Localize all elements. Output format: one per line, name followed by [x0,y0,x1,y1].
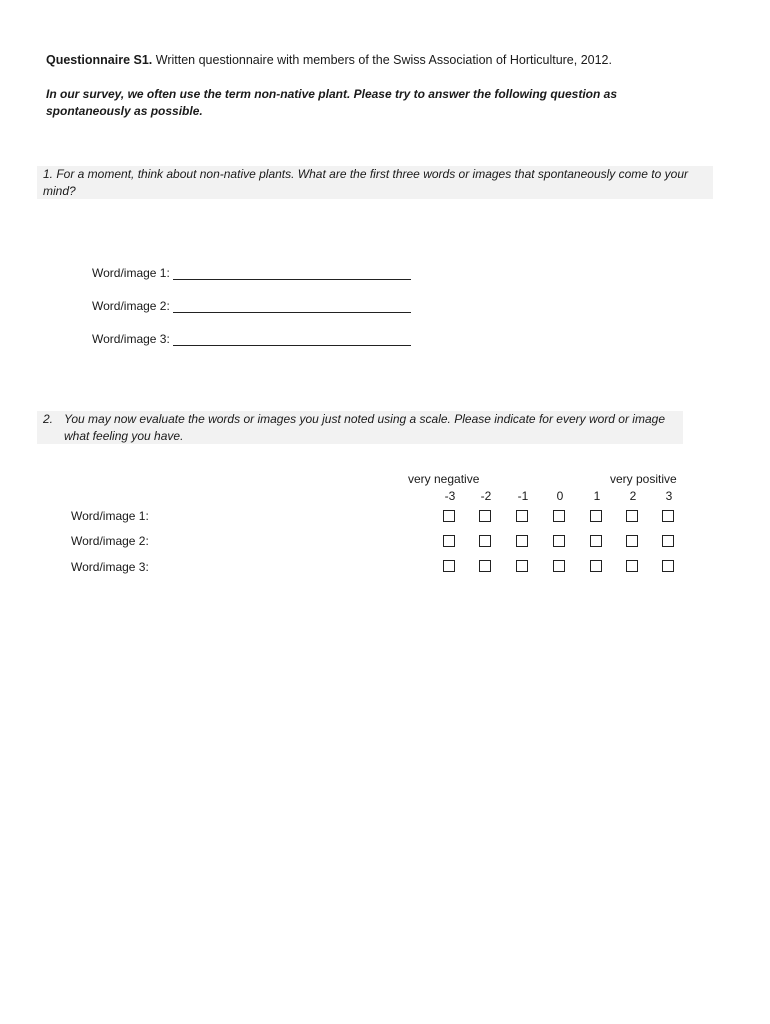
intro-text: In our survey, we often use the term non-native plant. Please try to answer the following question as spontaneously as possible. [46,87,617,118]
word-field-1-input[interactable] [173,266,411,280]
question-2-box [37,411,683,444]
scale-tick: 0 [556,489,564,503]
rating-checkbox[interactable] [516,535,528,547]
rating-checkbox[interactable] [516,510,528,522]
rating-checkbox[interactable] [553,535,565,547]
title-bold: Questionnaire S1. [46,53,153,67]
rating-checkbox[interactable] [662,560,674,572]
scale-tick: 2 [629,489,637,503]
rating-checkbox[interactable] [590,560,602,572]
word-field-2-label: Word/image 2: [92,299,170,313]
document-title [46,53,612,67]
word-field-3-input[interactable] [173,332,411,346]
rating-checkbox[interactable] [662,535,674,547]
rating-row-2-label: Word/image 2: [71,534,149,548]
scale-tick: -1 [517,489,529,503]
rating-checkbox[interactable] [626,560,638,572]
rating-checkbox[interactable] [626,510,638,522]
rating-row-1-label: Word/image 1: [71,509,149,523]
rating-checkbox[interactable] [662,510,674,522]
rating-checkbox[interactable] [553,560,565,572]
rating-checkbox[interactable] [479,510,491,522]
word-field-1-label: Word/image 1: [92,266,170,280]
rating-checkbox[interactable] [626,535,638,547]
question-2-text: You may now evaluate the words or images you just noted using a scale. Please indicate for every word or image what feeling you have. [64,412,665,443]
scale-tick: 1 [593,489,601,503]
rating-checkbox[interactable] [443,510,455,522]
rating-checkbox[interactable] [590,535,602,547]
word-field-3-label: Word/image 3: [92,332,170,346]
word-field-2-input[interactable] [173,299,411,313]
scale-tick: 3 [665,489,673,503]
scale-label-negative: very negative [408,472,480,486]
scale-tick: -3 [444,489,456,503]
title-text: Written questionnaire with members of the Swiss Association of Horticulture, 2012. [152,53,612,67]
scale-label-positive: very positive [610,472,677,486]
word-field-1[interactable] [92,266,411,280]
scale-tick: -2 [480,489,492,503]
rating-checkbox[interactable] [479,560,491,572]
rating-checkbox[interactable] [479,535,491,547]
rating-checkbox[interactable] [590,510,602,522]
word-field-2[interactable] [92,299,411,313]
rating-checkbox[interactable] [516,560,528,572]
question-1-text: 1. For a moment, think about non-native plants. What are the first three words or images that spontaneously come to your mind? [37,166,713,199]
rating-checkbox[interactable] [443,560,455,572]
rating-checkbox[interactable] [443,535,455,547]
rating-checkbox[interactable] [553,510,565,522]
question-2-number: 2. [43,412,54,426]
rating-row-3-label: Word/image 3: [71,560,149,574]
word-field-3[interactable] [92,332,411,346]
